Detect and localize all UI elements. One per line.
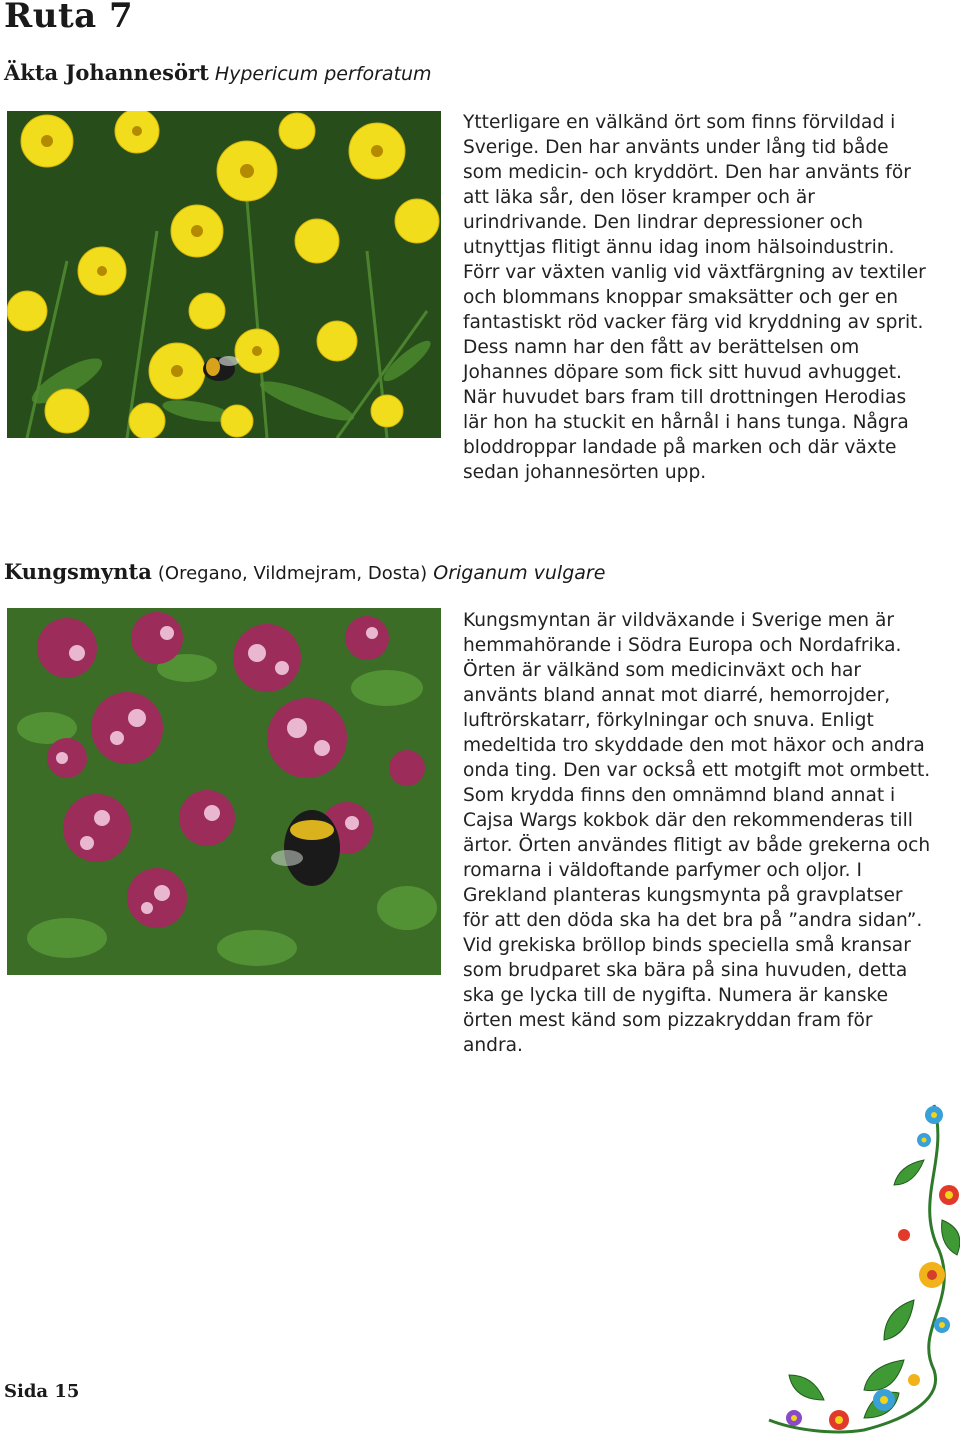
section-heading-johannesort: [4, 60, 432, 85]
floral-ornament: [764, 1100, 960, 1435]
page-title: Ruta 7: [4, 0, 134, 36]
plant-name: Äkta Johannesört: [4, 60, 209, 85]
plant-alt-names: (Oregano, Vildmejram, Dosta): [157, 563, 428, 584]
page-number: Sida 15: [4, 1381, 80, 1402]
plant-name: Kungsmynta: [4, 559, 152, 584]
kungsmynta-photo: [7, 608, 441, 975]
kungsmynta-description: Kungsmyntan är vildväxande i Sverige men är hemmahörande i Södra Europa och Nordafrika. Örten är välkänd som medicinväxt och har använts bland annat mot diarré, hemorrojder, luftrörskatarr, förkylningar och snuva. Enligt medeltida tro skyddade den mot häxor och andra onda ting. Den var också ett motgift mot ormbett. Som krydda finns den omnämnd bland annat i Cajsa Wargs kokbok där den rekommenderas till ärtor. Örten användes flitigt av både grekerna och romarna i väldoftande parfymer och oljor. I Grekland planteras kungsmynta på gravplatser för att den döda ska ha det bra på ”andra sidan”. Vid grekiska bröllop binds speciella små kransar som brudparet ska bära på sina huvuden, detta ska ge lycka till de nygifta. Numera är kanske örten mest känd som pizzakryddan fram för andra.: [463, 610, 931, 1056]
plant-latin-name: Hypericum perforatum: [214, 63, 432, 85]
plant-latin-name: Origanum vulgare: [433, 562, 606, 584]
johannesort-photo: [7, 111, 441, 438]
johannesort-description: Ytterligare en välkänd ört som finns förvildad i Sverige. Den har använts under lång tid både som medicin- och kryddört. Den har använts för att läka sår, den löser kramper och är urindrivande. Den lindrar depressioner och utnyttjas flitigt ännu idag inom hälsoindustrin. Förr var växten vanlig vid växtfärgning av textiler och blommans knoppar smaksätter och ger en fantastiskt röd vacker färg vid kryddning av sprit. Dess namn har den fått av berättelsen om Johannes döpare som fick sitt huvud avhugget. När huvudet bars fram till drottningen Herodias lär hon ha stuckit en hårnål i hans tunga. Några bloddroppar landade på marken och där växte sedan johannesörten upp.: [463, 112, 926, 483]
section-heading-kungsmynta: [4, 559, 605, 584]
